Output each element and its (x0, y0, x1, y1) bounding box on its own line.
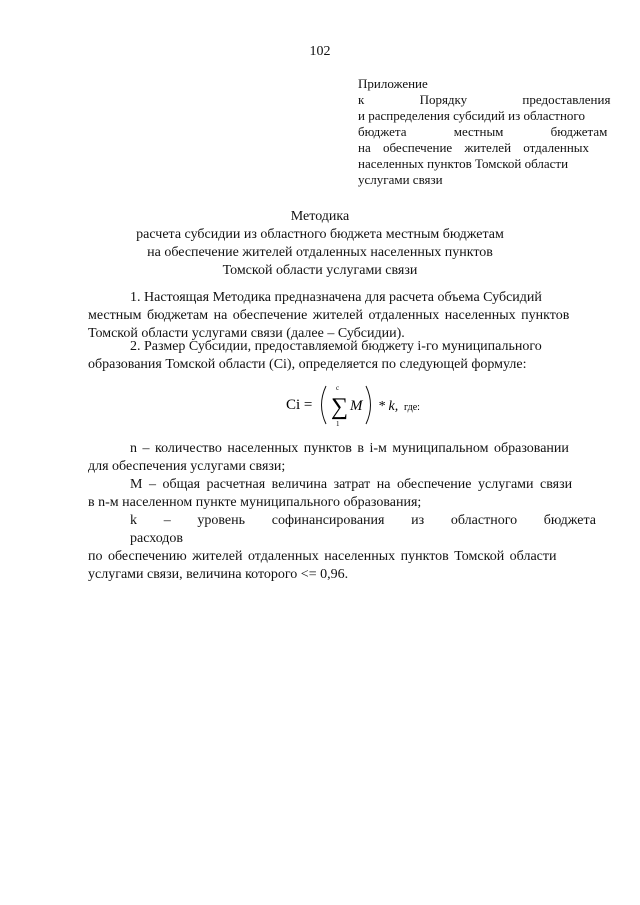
paragraph-line: 1. Настоящая Методика предназначена для расчета объема Субсидий (130, 290, 542, 305)
page-number: 102 (309, 44, 331, 59)
left-paren-icon (322, 386, 327, 424)
definition-line: k – уровень софинансирования из областного бюджета расходов (130, 513, 596, 546)
paragraph-line: Томской области услугами связи (далее – Субсидии). (88, 326, 405, 341)
sum-sign: ∑ (331, 394, 349, 420)
appendix-line: бюджета местным бюджетам (358, 124, 608, 139)
definition-line: услугами связи, величина которого <= 0,96. (88, 567, 349, 582)
formula-multiplier: * k, (378, 399, 399, 414)
appendix-line: Приложение (358, 76, 428, 91)
heading-line: Томской области услугами связи (222, 263, 418, 278)
appendix-line: на обеспечение жителей отдаленных (358, 140, 590, 155)
definition-line: по обеспечению жителей отдаленных населенных пунктов Томской области (88, 549, 557, 564)
paragraph-1 (88, 289, 596, 343)
definition-line: для обеспечения услугами связи; (88, 459, 286, 474)
formula-suffix: где: (404, 402, 420, 413)
definition-m (88, 476, 596, 512)
sum-lower-limit: 1 (336, 420, 340, 428)
formula-lhs: Ci = (286, 397, 313, 413)
paragraph-line: образования Томской области (Ci), определяется по следующей формуле: (88, 357, 527, 372)
paragraph-2 (88, 338, 596, 374)
formula (286, 382, 446, 428)
formula-term: M (350, 398, 363, 414)
formula-graphic (286, 382, 446, 428)
appendix-line: к Порядку предоставления (358, 92, 611, 107)
appendix-line: населенных пунктов Томской области (358, 156, 569, 171)
heading-line: на обеспечение жителей отдаленных населенных пунктов (147, 245, 493, 260)
heading-line: расчета субсидии из областного бюджета местным бюджетам (136, 227, 504, 242)
paragraph-line: 2. Размер Субсидии, предоставляемой бюджету i-го муниципального (130, 339, 542, 354)
definition-line: n – количество населенных пунктов в i-м муниципальном образовании (130, 441, 569, 456)
heading-subtitle (0, 226, 640, 280)
definition-line: в n-м населенном пункте муниципального образования; (88, 495, 422, 510)
paragraph-line: местным бюджетам на обеспечение жителей отдаленных населенных пунктов (88, 308, 570, 323)
appendix-block (358, 76, 611, 188)
right-paren-icon (366, 386, 371, 424)
appendix-line: услугами связи (358, 172, 443, 187)
sum-upper-limit: c (336, 384, 340, 392)
appendix-line: и распределения субсидий из областного (358, 108, 585, 123)
heading-title: Методика (290, 209, 350, 224)
definition-line: M – общая расчетная величина затрат на обеспечение услугами связи (130, 477, 573, 492)
definition-k (88, 512, 596, 584)
definition-n (88, 440, 596, 476)
